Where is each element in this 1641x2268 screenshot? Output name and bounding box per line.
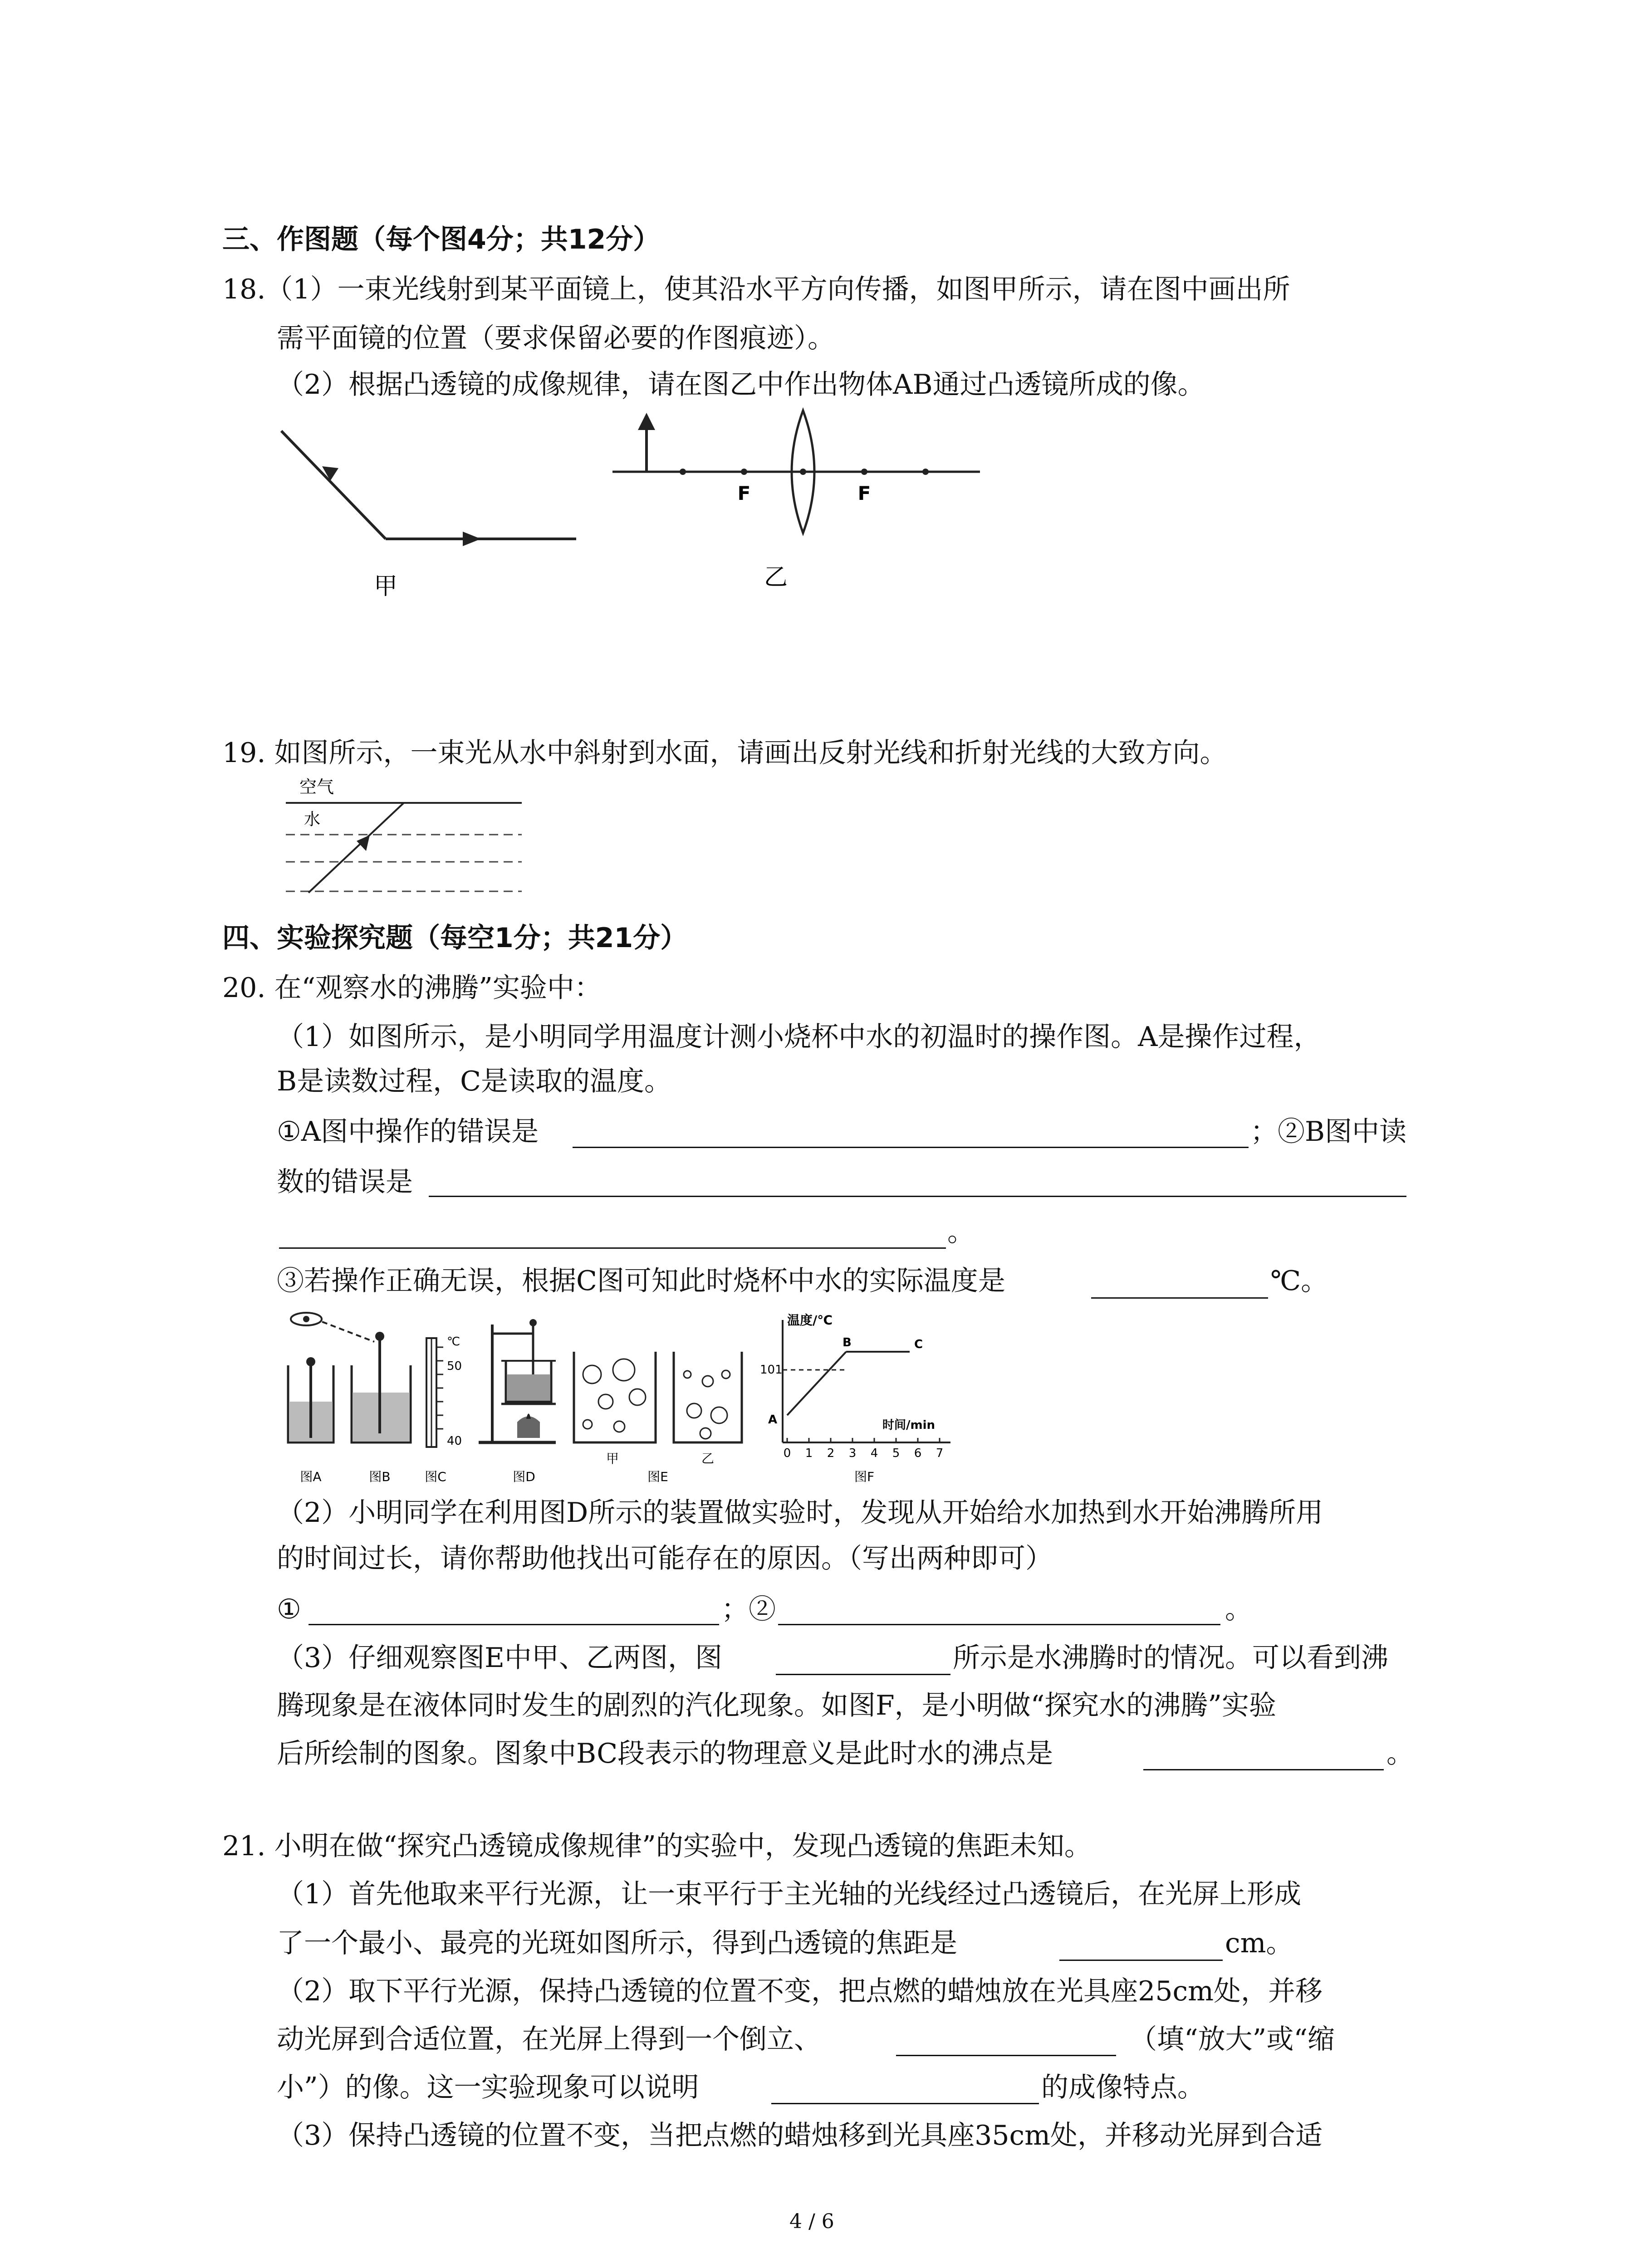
figure-jia-label: 甲 [373, 573, 398, 600]
q20-line-8: （2）小明同学在利用图D所示的装置做实验时，发现从开始给水加热到水开始沸腾所用 [277, 1497, 1323, 1529]
caption-fig-d: 图D [513, 1469, 535, 1484]
q21-line-6a: 小”）的像。这一实验现象可以说明 [277, 2072, 699, 2103]
thermometer-40: 40 [447, 1434, 462, 1448]
air-label: 空气 [299, 777, 334, 797]
answer-blank-temperature[interactable] [1091, 1297, 1268, 1299]
answer-blank-b-error-1[interactable] [429, 1196, 1406, 1197]
fig-a-beaker [288, 1357, 333, 1442]
caption-fig-a: 图A [300, 1469, 322, 1484]
focus-label-left: F [737, 482, 751, 504]
q20-line-13b: 。 [1386, 1738, 1414, 1769]
q21-line-2: （1）首先他取来平行光源，让一束平行于主光轴的光线经过凸透镜后，在光屏上形成 [277, 1878, 1302, 1910]
q20-line-11b: 所示是水沸腾时的情况。可以看到沸 [953, 1642, 1388, 1674]
thermometer-50: 50 [447, 1359, 462, 1373]
figure-water-surface [281, 771, 535, 898]
q20-line-10b: ；② [721, 1593, 776, 1625]
q19-line-1: 19. 如图所示，一束光从水中斜射到水面，请画出反射光线和折射光线的大致方向。 [222, 737, 1227, 769]
fig-d-heating-stand [479, 1319, 556, 1442]
experiment-figures [279, 1306, 969, 1488]
section-4-title: 四、实验探究题（每空1分；共21分） [222, 922, 688, 954]
graph-xlabel: 时间/min [882, 1418, 936, 1432]
caption-fig-b: 图B [369, 1469, 391, 1484]
q21-line-1: 21. 小明在做“探究凸透镜成像规律”的实验中，发现凸透镜的焦距未知。 [222, 1830, 1092, 1862]
graph-tick-label: 4 [870, 1447, 878, 1460]
caption-fig-f: 图F [854, 1469, 875, 1484]
graph-tick-label: 6 [914, 1447, 922, 1460]
graph-tick-label: 5 [892, 1447, 900, 1460]
answer-blank-b-error-2[interactable] [279, 1247, 946, 1249]
answer-blank-a-error[interactable] [573, 1147, 1249, 1148]
figure-yi [608, 404, 994, 608]
answer-blank-focal-length[interactable] [1059, 1960, 1223, 1961]
figure-jia [272, 422, 590, 612]
graph-point-c: C [914, 1338, 923, 1351]
graph-tick-label: 7 [936, 1447, 944, 1460]
fig-c-thermometer [426, 1335, 462, 1448]
graph-tick-label: 1 [805, 1447, 813, 1460]
graph-point-a: A [768, 1413, 778, 1427]
q20-line-12: 腾现象是在液体同时发生的剧烈的汽化现象。如图F，是小明做“探究水的沸腾”实验 [277, 1690, 1276, 1721]
graph-tick-label: 2 [827, 1447, 835, 1460]
graph-tick-label: 0 [783, 1447, 791, 1460]
answer-blank-image-size[interactable] [896, 2055, 1116, 2056]
q21-line-4: （2）取下平行光源，保持凸透镜的位置不变，把点燃的蜡烛放在光具座25cm处，并移 [277, 1975, 1323, 2007]
q21-line-7: （3）保持凸透镜的位置不变，当把点燃的蜡烛移到光具座35cm处，并移动光屏到合适 [277, 2120, 1323, 2151]
answer-blank-boiling-figure[interactable] [776, 1674, 950, 1675]
answer-blank-reason-1[interactable] [309, 1624, 719, 1625]
q18-line-2: 需平面镜的位置（要求保留必要的作图痕迹）。 [277, 323, 835, 354]
q21-line-3a: 了一个最小、最亮的光斑如图所示，得到凸透镜的焦距是 [277, 1927, 957, 1959]
q20-line-4a: ①A图中操作的错误是 [277, 1116, 539, 1148]
answer-blank-optical-device[interactable] [771, 2103, 1039, 2104]
q21-line-3b: cm。 [1225, 1927, 1293, 1959]
fig-e-beakers [574, 1352, 742, 1466]
q18-line-3: （2）根据凸透镜的成像规律，请在图乙中作出物体AB通过凸透镜所成的像。 [277, 369, 1205, 401]
q20-line-11a: （3）仔细观察图E中甲、乙两图，图 [277, 1642, 722, 1674]
q20-line-10a: ① [277, 1593, 301, 1625]
q21-line-5a: 动光屏到合适位置，在光屏上得到一个倒立、 [277, 2024, 821, 2055]
q20-line-4b: ；②B图中读 [1250, 1116, 1407, 1148]
q20-line-7a: ③若操作正确无误，根据C图可知此时烧杯中水的实际温度是 [277, 1265, 1005, 1297]
water-label: 水 [304, 810, 321, 829]
fig-e-yi: 乙 [701, 1451, 715, 1466]
graph-tick-label: 3 [848, 1447, 857, 1460]
q20-line-9: 的时间过长，请你帮助他找出可能存在的原因。（写出两种即可） [277, 1543, 1053, 1574]
section-3-title: 三、作图题（每个图4分；共12分） [222, 224, 661, 255]
q20-line-7b: ℃。 [1270, 1265, 1328, 1297]
fig-e-jia: 甲 [606, 1451, 619, 1466]
focus-label-right: F [857, 482, 871, 504]
q20-line-6-end: 。 [947, 1216, 975, 1248]
graph-ylabel: 温度/℃ [787, 1313, 833, 1328]
q18-line-1: 18.（1）一束光线射到某平面镜上，使其沿水平方向传播，如图甲所示，请在图中画出所 [222, 274, 1290, 305]
fig-f-graph [760, 1313, 950, 1460]
caption-fig-e: 图E [647, 1469, 668, 1484]
q20-line-5: 数的错误是 [277, 1166, 413, 1198]
thermometer-unit: ℃ [447, 1335, 460, 1349]
caption-fig-c: 图C [425, 1469, 446, 1484]
figure-yi-label: 乙 [764, 564, 788, 591]
q20-line-1: 20. 在“观察水的沸腾”实验中： [222, 972, 602, 1004]
graph-point-b: B [843, 1336, 852, 1349]
q21-line-5b: （填“放大”或“缩 [1130, 2024, 1335, 2055]
q20-line-3: B是读数过程，C是读取的温度。 [277, 1066, 671, 1097]
graph-101: 101 [760, 1363, 783, 1377]
page-number: 4 / 6 [789, 2210, 834, 2233]
q20-line-2: （1）如图所示，是小明同学用温度计测小烧杯中水的初温时的操作图。A是操作过程， [277, 1021, 1321, 1053]
q21-line-6b: 的成像特点。 [1041, 2072, 1205, 2103]
answer-blank-reason-2[interactable] [778, 1624, 1220, 1625]
q20-line-10c: 。 [1225, 1593, 1252, 1625]
answer-blank-boiling-point[interactable] [1143, 1769, 1384, 1770]
q20-line-13a: 后所绘制的图象。图象中BC段表示的物理意义是此时水的沸点是 [277, 1738, 1053, 1769]
